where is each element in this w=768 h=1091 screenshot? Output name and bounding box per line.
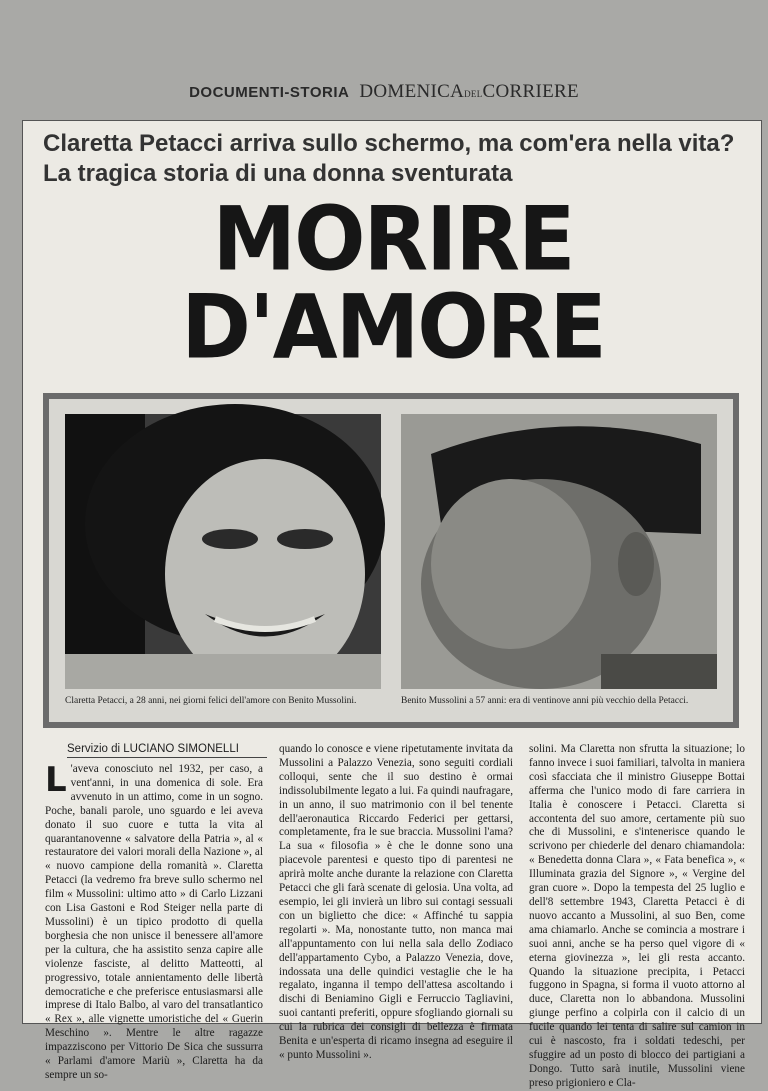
page-header [0, 76, 768, 108]
article-headline [23, 187, 763, 379]
newspaper-name: DOMENICADELCORRIERE [359, 81, 579, 102]
photo-claretta-petacci [65, 414, 381, 689]
caption-left: Claretta Petacci, a 28 anni, nei giorni felici dell'amore con Benito Mussolini. [65, 696, 357, 706]
caption-right: Benito Mussolini a 57 anni: era di ventinove anni più vecchio della Petacci. [401, 696, 689, 706]
photo-frame [43, 393, 739, 728]
drop-cap: L [45, 760, 67, 800]
photo-benito-mussolini [401, 414, 717, 689]
article-column-2: quando lo conosce e viene ripetutamente invitata da Mussolini a Palazzo Venezia, sono seguiti cordiali colloqui, sente che il suo destino è ormai indissolubilmente legato a lui. Fa quindi naufragare, in un anno, il suo matrimonio con il bel tenente dell'aeronautica Riccardo Federici per gettarsi, completamente, fra le sue braccia. Mussolini l'ama? La sua « filosofia » è che le donne sono una piacevole parentesi e questo tipo di parentesi ne aprirà molte anche durante la relazione con Claretta Petacci che gli farà scenate di gelosia. Una volta, ad esempio, lei gli invierà un libro sui contagi sessuali con un biglietto che dice: « Affinché tu sappia regolarti ». Ma, nonostante tutto, non manca mai all'appuntamento con lui nella sala dello Zodiaco dell'appartamento Cybo, a Palazzo Venezia, dove, indossata una delle quindici vestaglie che le ha regalato, inganna il tempo dell'attesa ascoltando i dischi di Beniamino Gigli e Ferruccio Tagliavini, suoi cantanti preferiti, oppure sfogliando giornali su cui la rubrica dei consigli di bellezza è firmata Benita e un'esperta di ricamo insegna ad eseguire il « punto Mussolini ». [279, 743, 513, 1061]
column-1-text: 'aveva conosciuto nel 1932, per caso, a vent'anni, in una domenica di sole. Era avvenuto in un attimo, come in un sogno. Poche, banali parole, uno sguardo e lei aveva donato il suo cuore e tutta la vita al quarantanovenne « salvatore della Patria », al « restauratore dei valori morali della Nazione », al « nuovo campione della romanità ». Claretta Petacci (la vedremo fra breve sullo schermo nel film « Mussolini: ultimo atto » di Carlo Lizzani con Lisa Gastoni e Rod Steiger nella parte di Mussolini) è un tipico prodotto di quella borghesia che non unisce il benessere all'amore per la cultura, che ha assistito senza capire alle violenze fasciste, al delitto Matteotti, al progressivo, totale annientamento delle libertà democratiche e che preferisce entusiasmarsi alle imprese di Italo Balbo, al varo del transatlantico « Rex », alle vignette umoristiche del « Guerin Meschino ». Mentre le altre ragazze impazziscono per Vittorio De Sica che sussurra « Parlami d'amore Mariù », Claretta ha da sempre un so- [45, 763, 263, 1081]
section-label: DOCUMENTI-STORIA [189, 83, 350, 101]
headline-line-1: MORIRE [212, 187, 574, 291]
article-column-3: solini. Ma Claretta non sfrutta la situazione; lo fanno invece i suoi familiari, talvolta in maniera così sfacciata che il ministro Giuseppe Bottai afferma che l'unico modo di fare carriera in Italia è conoscere i Petacci. Claretta si accontenta del suo amore, certamente più suo che di Mussolini, e s'intenerisce quando le scrivono per chiederle del denaro chiamandola: « Benedetta donna Clara », « Fata benefica », « Illuminata grazia del Signore », « Vergine del gran cuore ». Dopo la tempesta del 25 luglio e dell'8 settembre 1943, Claretta Petacci è di nuovo accanto a Mussolini, al suo Ben, come ama chiamarlo. Anche se comincia a mostrare i suoi anni, anche se ha perso quel vigore di « eterna giovinezza », lei gli resta accanto. Quando la situazione precipita, i Petacci fuggono in Spagna, si forma il vuoto attorno al duce, Claretta non lo abbandona. Mussolini giunge perfino a colpirla con il calcio di un fucile quando lei tenta di salire sul camion in cui è nascosto, fra i soldati tedeschi, per sfuggire ad un posto di blocco dei partigiani a Dongo. Tutto sarà inutile, Mussolini viene preso prigioniero e Cla- [529, 743, 745, 1089]
article-subtitle: Claretta Petacci arriva sullo schermo, ma com'era nella vita? La tragica storia di una donna sventurata [43, 130, 735, 187]
article-page [22, 120, 762, 1089]
byline: Servizio di LUCIANO SIMONELLI [67, 743, 267, 758]
article-column-1 [45, 760, 263, 1081]
headline-line-2: D'AMORE [181, 275, 605, 379]
